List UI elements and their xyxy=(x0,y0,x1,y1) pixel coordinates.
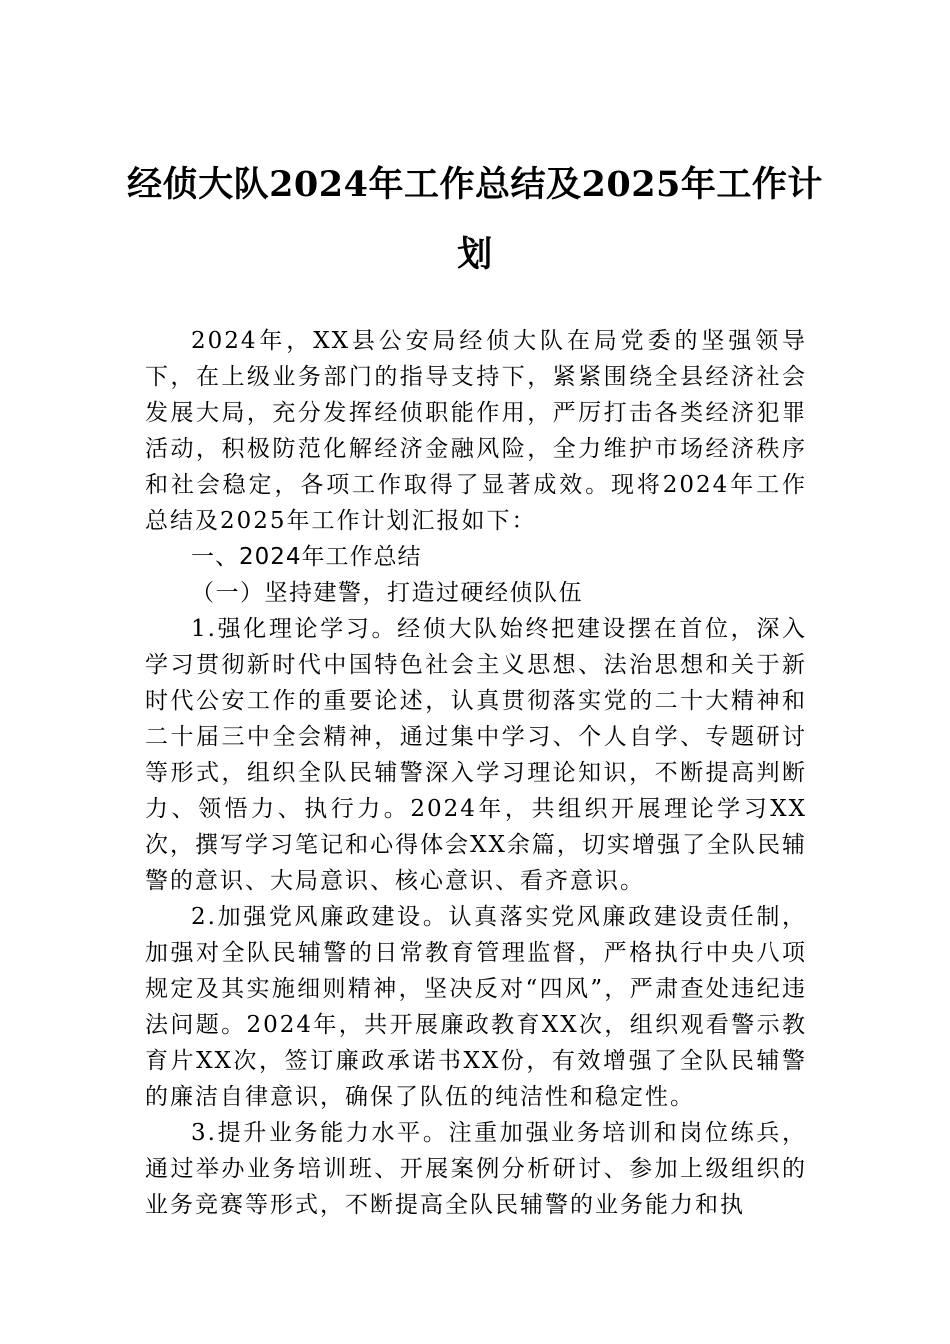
subsection-heading: （一）坚持建警，打造过硬经侦队伍 xyxy=(191,580,583,606)
item-paragraph-1: 1.强化理论学习。经侦大队始终把建设摆在首位，深入学习贯彻新时代中国特色社会主义思想、法治思想和关于新时代公安工作的重要论述，认真贯彻落实党的二十大精神和二十届三中全会精神，通过集中学习、个人自学、专题研讨等形式，组织全队民辅警深入学习理论知识，不断提高判断力、领悟力、执行力。2024年，共组织开展理论学习XX次，撰写学习笔记和心得体会XX余篇，切实增强了全队民辅警的意识、大局意识、核心意识、看齐意识。 xyxy=(145,616,807,894)
document-body xyxy=(145,323,807,1223)
intro-paragraph: 2024年，XX县公安局经侦大队在局党委的坚强领导下，在上级业务部门的指导支持下，紧紧围绕全县经济社会发展大局，充分发挥经侦职能作用，严厉打击各类经济犯罪活动，积极防范化解经济金融风险，全力维护市场经济秩序和社会稳定，各项工作取得了显著成效。现将2024年工作总结及2025年工作计划汇报如下： xyxy=(145,328,807,534)
item-paragraph-3: 3.提升业务能力水平。注重加强业务培训和岗位练兵，通过举办业务培训班、开展案例分析研讨、参加上级组织的业务竞赛等形式，不断提高全队民辅警的业务能力和执 xyxy=(145,1120,807,1218)
item-paragraph-2: 2.加强党风廉政建设。认真落实党风廉政建设责任制，加强对全队民辅警的日常教育管理监督，严格执行中央八项规定及其实施细则精神，坚决反对“四风”，严肃查处违纪违法问题。2024年，共开展廉政教育XX次，组织观看警示教育片XX次，签订廉政承诺书XX份，有效增强了全队民辅警的廉洁自律意识，确保了队伍的纯洁性和稳定性。 xyxy=(145,904,807,1110)
section-heading: 一、2024年工作总结 xyxy=(191,544,422,570)
document-title: 经侦大队2024年工作总结及2025年工作计划 xyxy=(127,164,823,275)
